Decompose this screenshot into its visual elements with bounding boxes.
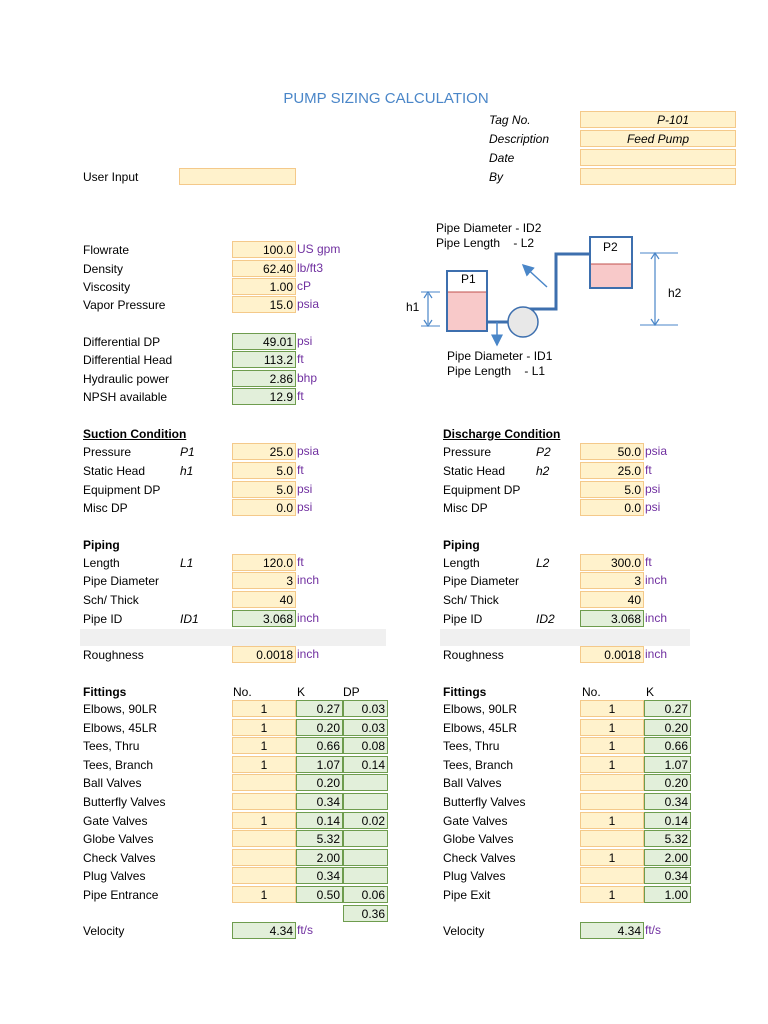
- suction-fitting-dp: 0.08: [343, 737, 388, 754]
- suction-fitting-dp: 0.14: [343, 756, 388, 773]
- discharge-fitting-count[interactable]: [580, 867, 644, 884]
- discharge-fitting-count[interactable]: 1: [580, 700, 644, 717]
- differential-head-label: Differential Head: [83, 353, 173, 367]
- suction-fitting-k: 0.34: [296, 867, 343, 884]
- suction-roughness-value[interactable]: 0.0018: [232, 646, 296, 663]
- suction-fittings-heading: Fittings: [83, 685, 127, 699]
- h1-label: h1: [406, 300, 420, 314]
- suction-fitting-dp: [343, 793, 388, 810]
- discharge-fitting-k: 0.14: [644, 812, 691, 829]
- discharge-fitting-name: Ball Valves: [443, 776, 502, 790]
- discharge-piping-label: Length: [443, 556, 480, 570]
- suction-fitting-k: 0.20: [296, 719, 343, 736]
- npsh-available-unit: ft: [297, 389, 304, 403]
- discharge-velocity-value: 4.34: [580, 922, 644, 939]
- discharge-piping-symbol: L2: [536, 556, 550, 570]
- differential-dp-label: Differential DP: [83, 335, 161, 349]
- page-title: PUMP SIZING CALCULATION: [283, 90, 489, 107]
- suction-row-unit: psi: [297, 500, 313, 514]
- tag-no-label: Tag No.: [489, 113, 531, 127]
- description-label: Description: [489, 132, 550, 146]
- discharge-fitting-name: Elbows, 90LR: [443, 702, 518, 716]
- discharge-piping-heading: Piping: [443, 538, 480, 552]
- discharge-fitting-k: 0.20: [644, 719, 691, 736]
- discharge-fitting-k: 1.00: [644, 886, 691, 903]
- suction-roughness-label: Roughness: [83, 648, 144, 662]
- vapor-pressure-unit: psia: [297, 297, 320, 311]
- discharge-piping-value[interactable]: 3: [580, 572, 644, 589]
- discharge-piping-value[interactable]: 40: [580, 591, 644, 608]
- suction-velocity-label: Velocity: [83, 924, 125, 938]
- discharge-fitting-name: Tees, Thru: [443, 739, 500, 753]
- suction-fitting-count[interactable]: 1: [232, 886, 296, 903]
- discharge-col-no: No.: [582, 685, 601, 699]
- suction-row-value[interactable]: 0.0: [232, 499, 296, 516]
- discharge-tank-liquid: [591, 264, 631, 287]
- suction-fitting-dp: [343, 867, 388, 884]
- suction-row-unit: ft: [297, 463, 304, 477]
- suction-roughness-unit: inch: [297, 647, 320, 661]
- suction-piping-value: 3.068: [232, 610, 296, 627]
- suction-row-label: Equipment DP: [83, 483, 161, 497]
- suction-velocity-value: 4.34: [232, 922, 296, 939]
- discharge-row-unit: psia: [645, 444, 668, 458]
- suction-piping-label: Length: [83, 556, 120, 570]
- suction-row-label: Static Head: [83, 464, 146, 478]
- hydraulic-power-label: Hydraulic power: [83, 372, 170, 386]
- pump-icon: [508, 307, 538, 337]
- suction-fitting-k: 5.32: [296, 830, 343, 847]
- discharge-row-symbol: h2: [536, 464, 550, 478]
- suction-piping-unit: inch: [297, 573, 320, 587]
- suction-velocity-unit: ft/s: [297, 923, 314, 937]
- density-label: Density: [83, 262, 124, 276]
- suction-piping-heading: Piping: [83, 538, 120, 552]
- discharge-fitting-count[interactable]: [580, 793, 644, 810]
- suction-fitting-name: Ball Valves: [83, 776, 142, 790]
- suction-fitting-count[interactable]: 1: [232, 700, 296, 717]
- discharge-fitting-count[interactable]: [580, 830, 644, 847]
- suction-piping-symbol: ID1: [180, 612, 199, 626]
- suction-fitting-count[interactable]: 1: [232, 719, 296, 736]
- discharge-velocity-label: Velocity: [443, 924, 485, 938]
- suction-tank-liquid: [448, 292, 486, 330]
- suction-fitting-count[interactable]: 1: [232, 737, 296, 754]
- discharge-heading: Discharge Condition: [443, 427, 561, 441]
- discharge-piping-value[interactable]: 300.0: [580, 554, 644, 571]
- suction-fitting-count[interactable]: [232, 830, 296, 847]
- differential-dp-unit: psi: [297, 334, 313, 348]
- suction-col-dp: DP: [343, 685, 360, 699]
- suction-fitting-k: 0.20: [296, 774, 343, 791]
- viscosity-label: Viscosity: [83, 280, 131, 294]
- flowrate-label: Flowrate: [83, 243, 130, 257]
- discharge-piping-unit: inch: [645, 573, 668, 587]
- suction-fitting-count[interactable]: [232, 793, 296, 810]
- discharge-roughness-unit: inch: [645, 647, 668, 661]
- suction-row-label: Misc DP: [83, 501, 128, 515]
- discharge-row-label: Misc DP: [443, 501, 488, 515]
- suction-fitting-name: Elbows, 90LR: [83, 702, 158, 716]
- discharge-fitting-count[interactable]: 1: [580, 849, 644, 866]
- discharge-piping-symbol: ID2: [536, 612, 555, 626]
- suction-row-unit: psi: [297, 482, 313, 496]
- vapor-pressure-value[interactable]: 15.0: [232, 296, 296, 313]
- discharge-piping-unit: inch: [645, 611, 668, 625]
- discharge-fitting-k: 0.66: [644, 737, 691, 754]
- npsh-available-value: 12.9: [232, 388, 296, 405]
- discharge-row-value[interactable]: 5.0: [580, 481, 644, 498]
- suction-col-k: K: [297, 685, 306, 699]
- suction-fitting-dp: [343, 830, 388, 847]
- suction-fitting-k: 0.34: [296, 793, 343, 810]
- discharge-fittings-heading: Fittings: [443, 685, 487, 699]
- discharge-fitting-k: 0.27: [644, 700, 691, 717]
- discharge-pipe: [523, 254, 590, 309]
- discharge-row-symbol: P2: [536, 445, 551, 459]
- discharge-fitting-count[interactable]: 1: [580, 737, 644, 754]
- density-value[interactable]: 62.40: [232, 260, 296, 277]
- discharge-row-unit: psi: [645, 482, 661, 496]
- discharge-roughness-value[interactable]: 0.0018: [580, 646, 644, 663]
- suction-piping-unit: inch: [297, 611, 320, 625]
- suction-fitting-k: 1.07: [296, 756, 343, 773]
- suction-fitting-count[interactable]: [232, 849, 296, 866]
- suction-fitting-count[interactable]: 1: [232, 812, 296, 829]
- suction-fitting-name: Elbows, 45LR: [83, 721, 158, 735]
- discharge-row-unit: ft: [645, 463, 652, 477]
- viscosity-value[interactable]: 1.00: [232, 278, 296, 295]
- discharge-piping-unit: ft: [645, 555, 652, 569]
- discharge-fitting-k: 2.00: [644, 849, 691, 866]
- discharge-fitting-count[interactable]: 1: [580, 719, 644, 736]
- suction-fitting-name: Check Valves: [83, 851, 156, 865]
- suction-separator-band: [80, 629, 386, 646]
- user-input-label: User Input: [83, 170, 139, 184]
- discharge-row-label: Pressure: [443, 445, 492, 459]
- suction-fitting-k: 0.50: [296, 886, 343, 903]
- discharge-fitting-count[interactable]: [580, 774, 644, 791]
- discharge-fitting-count[interactable]: 1: [580, 886, 644, 903]
- discharge-row-value[interactable]: 25.0: [580, 462, 644, 479]
- suction-fitting-k: 2.00: [296, 849, 343, 866]
- discharge-fitting-k: 0.34: [644, 793, 691, 810]
- suction-fitting-count[interactable]: [232, 774, 296, 791]
- suction-fitting-name: Tees, Thru: [83, 739, 140, 753]
- discharge-piping-label: Sch/ Thick: [443, 593, 499, 607]
- discharge-fitting-k: 0.20: [644, 774, 691, 791]
- discharge-piping-value: 3.068: [580, 610, 644, 627]
- vapor-pressure-label: Vapor Pressure: [83, 298, 166, 312]
- discharge-velocity-unit: ft/s: [645, 923, 662, 937]
- p2-label: P2: [603, 240, 618, 254]
- suction-pipe-length-label: Pipe Length - L1: [447, 364, 546, 378]
- discharge-fitting-name: Check Valves: [443, 851, 516, 865]
- discharge-row-unit: psi: [645, 500, 661, 514]
- suction-fitting-dp: 0.03: [343, 719, 388, 736]
- differential-head-unit: ft: [297, 352, 304, 366]
- by-label: By: [489, 170, 504, 184]
- discharge-piping-label: Pipe Diameter: [443, 574, 520, 588]
- suction-row-value[interactable]: 5.0: [232, 481, 296, 498]
- flowrate-value[interactable]: 100.0: [232, 241, 296, 258]
- discharge-row-label: Equipment DP: [443, 483, 521, 497]
- suction-fitting-name: Plug Valves: [83, 869, 146, 883]
- discharge-fitting-count[interactable]: 1: [580, 756, 644, 773]
- discharge-roughness-label: Roughness: [443, 648, 504, 662]
- pump-schematic: [0, 0, 768, 400]
- suction-fitting-count[interactable]: [232, 867, 296, 884]
- suction-row-symbol: h1: [180, 464, 194, 478]
- suction-fitting-name: Tees, Branch: [83, 758, 154, 772]
- h2-label: h2: [668, 286, 682, 300]
- discharge-row-value[interactable]: 0.0: [580, 499, 644, 516]
- suction-piping-label: Pipe ID: [83, 612, 123, 626]
- discharge-piping-label: Pipe ID: [443, 612, 483, 626]
- discharge-separator-band: [440, 629, 690, 646]
- suction-fitting-name: Pipe Entrance: [83, 888, 159, 902]
- suction-piping-value[interactable]: 120.0: [232, 554, 296, 571]
- suction-pipe-diameter-label: Pipe Diameter - ID1: [447, 349, 553, 363]
- date-label: Date: [489, 151, 515, 165]
- suction-row-value[interactable]: 5.0: [232, 462, 296, 479]
- hydraulic-power-unit: bhp: [297, 371, 318, 385]
- discharge-fitting-count[interactable]: 1: [580, 812, 644, 829]
- discharge-fitting-name: Butterfly Valves: [443, 795, 526, 809]
- discharge-fitting-k: 5.32: [644, 830, 691, 847]
- suction-fitting-dp: [343, 849, 388, 866]
- discharge-col-k: K: [646, 685, 655, 699]
- suction-piping-unit: ft: [297, 555, 304, 569]
- suction-fitting-dp: 0.06: [343, 886, 388, 903]
- suction-fitting-dp: 0.03: [343, 700, 388, 717]
- discharge-fitting-name: Globe Valves: [443, 832, 514, 846]
- suction-piping-value[interactable]: 40: [232, 591, 296, 608]
- discharge-fitting-k: 0.34: [644, 867, 691, 884]
- suction-col-no: No.: [233, 685, 252, 699]
- discharge-pipe-diameter-label: Pipe Diameter - ID2: [436, 221, 542, 235]
- discharge-row-label: Static Head: [443, 464, 506, 478]
- suction-piping-label: Pipe Diameter: [83, 574, 160, 588]
- suction-heading: Suction Condition: [83, 427, 187, 441]
- suction-row-symbol: P1: [180, 445, 195, 459]
- suction-row-unit: psia: [297, 444, 320, 458]
- suction-fitting-name: Globe Valves: [83, 832, 154, 846]
- discharge-row-value[interactable]: 50.0: [580, 443, 644, 460]
- suction-row-label: Pressure: [83, 445, 132, 459]
- npsh-available-label: NPSH available: [83, 390, 168, 404]
- description-value[interactable]: Feed Pump: [580, 130, 736, 147]
- suction-fitting-k: 0.14: [296, 812, 343, 829]
- discharge-fitting-name: Plug Valves: [443, 869, 506, 883]
- discharge-pipe-length-label: Pipe Length - L2: [436, 236, 535, 250]
- suction-row-value[interactable]: 25.0: [232, 443, 296, 460]
- discharge-fitting-name: Elbows, 45LR: [443, 721, 518, 735]
- suction-fitting-dp: 0.02: [343, 812, 388, 829]
- suction-fitting-k: 0.27: [296, 700, 343, 717]
- suction-fitting-k: 0.66: [296, 737, 343, 754]
- suction-fitting-name: Gate Valves: [83, 814, 148, 828]
- tag-no-value[interactable]: P-101: [580, 111, 736, 128]
- differential-dp-value: 49.01: [232, 333, 296, 350]
- suction-piping-value[interactable]: 3: [232, 572, 296, 589]
- suction-fitting-name: Butterfly Valves: [83, 795, 166, 809]
- discharge-fitting-name: Tees, Branch: [443, 758, 514, 772]
- discharge-fitting-name: Pipe Exit: [443, 888, 491, 902]
- density-unit: lb/ft3: [297, 261, 324, 275]
- suction-piping-label: Sch/ Thick: [83, 593, 139, 607]
- differential-head-value: 113.2: [232, 351, 296, 368]
- discharge-callout-arrow: [523, 265, 547, 287]
- suction-fitting-dp: [343, 774, 388, 791]
- suction-piping-symbol: L1: [180, 556, 194, 570]
- discharge-fitting-name: Gate Valves: [443, 814, 508, 828]
- discharge-fitting-k: 1.07: [644, 756, 691, 773]
- suction-fitting-count[interactable]: 1: [232, 756, 296, 773]
- suction-fittings-total-dp: 0.36: [343, 905, 388, 922]
- viscosity-unit: cP: [297, 279, 312, 293]
- hydraulic-power-value: 2.86: [232, 370, 296, 387]
- p1-label: P1: [461, 272, 476, 286]
- flowrate-unit: US gpm: [297, 242, 341, 256]
